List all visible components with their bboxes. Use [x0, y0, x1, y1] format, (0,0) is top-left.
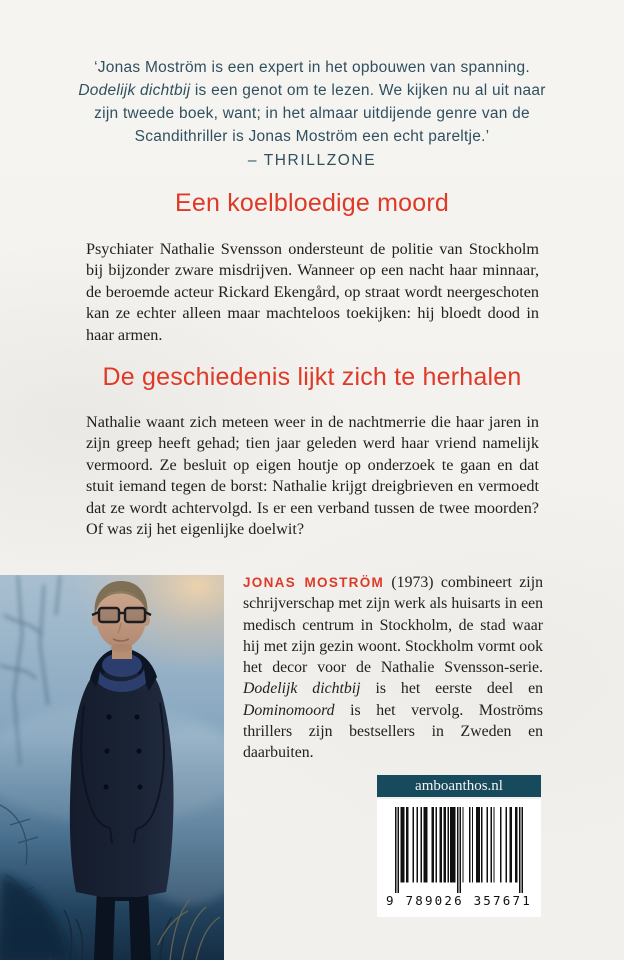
isbn-number: 9 789026 357671 [386, 893, 532, 908]
section-heading-2: De geschiedenis lijkt zich te herhalen [102, 363, 522, 391]
review-quote-text [67, 56, 557, 148]
section-heading-1: Een koelbloedige moord [174, 189, 450, 217]
bio-segment: (1973) combineert zijn schrijverschap met zijn werk als huisarts in een medisch centrum in Stockholm, de stad waar hij met zijn gezin woont. Stockholm vormt ook het decor voor de Nathalie Svensson-serie. [243, 574, 543, 677]
review-quote [67, 56, 557, 172]
author-name: JONAS MOSTRÖM [243, 575, 385, 590]
ean13-barcode [395, 807, 523, 893]
barcode-block [377, 799, 541, 917]
quote-attribution: – THRILLZONE [247, 152, 377, 169]
synopsis-paragraph-1: Psychiater Nathalie Svensson ondersteunt de politie van Stockholm bij bijzonder zware misdrijven. Wanneer op een nacht haar minnaar, de beroemde acteur Rickard Ekengård, op straat wordt neergeschoten kan ze echter alleen maar machteloos toekijken: hij bloedt dood in haar armen. [86, 240, 539, 344]
quote-segment: ‘Jonas Moström is een expert in het opbouwen van spanning. [94, 59, 530, 76]
quote-segment: is een genot om te lezen. We kijken nu al uit naar zijn tweede boek, want; in het almaar uitdijende genre van de Scandithriller is Jonas Moström een echt pareltje.’ [94, 82, 546, 145]
publisher-website-banner: amboanthos.nl [377, 775, 541, 797]
book-title-italic: Dodelijk dichtbij [243, 680, 361, 698]
author-photo [0, 575, 224, 960]
book-title-italic: Dodelijk dichtbij [78, 82, 191, 99]
synopsis-paragraph-2: Nathalie waant zich meteen weer in de nachtmerrie die haar jaren in zijn greep heeft gehad; tien jaar geleden werd haar vriend namelijk vermoord. Ze besluit op eigen houtje op onderzoek te gaan en dat stuit iemand tegen de borst: Nathalie krijgt dreigbrieven en vermoedt dat ze wordt achtervolgd. Is er een verband tussen de twee moorden? Of was zij het eigenlijke doelwit? [86, 413, 539, 539]
bio-segment: is het vervolg. Moströms thrillers zijn bestsellers in Zweden en daarbuiten. [243, 701, 543, 762]
bio-segment: is het eerste deel en [360, 680, 544, 698]
author-bio [243, 572, 543, 764]
book-title-italic: Dominomoord [243, 701, 335, 719]
